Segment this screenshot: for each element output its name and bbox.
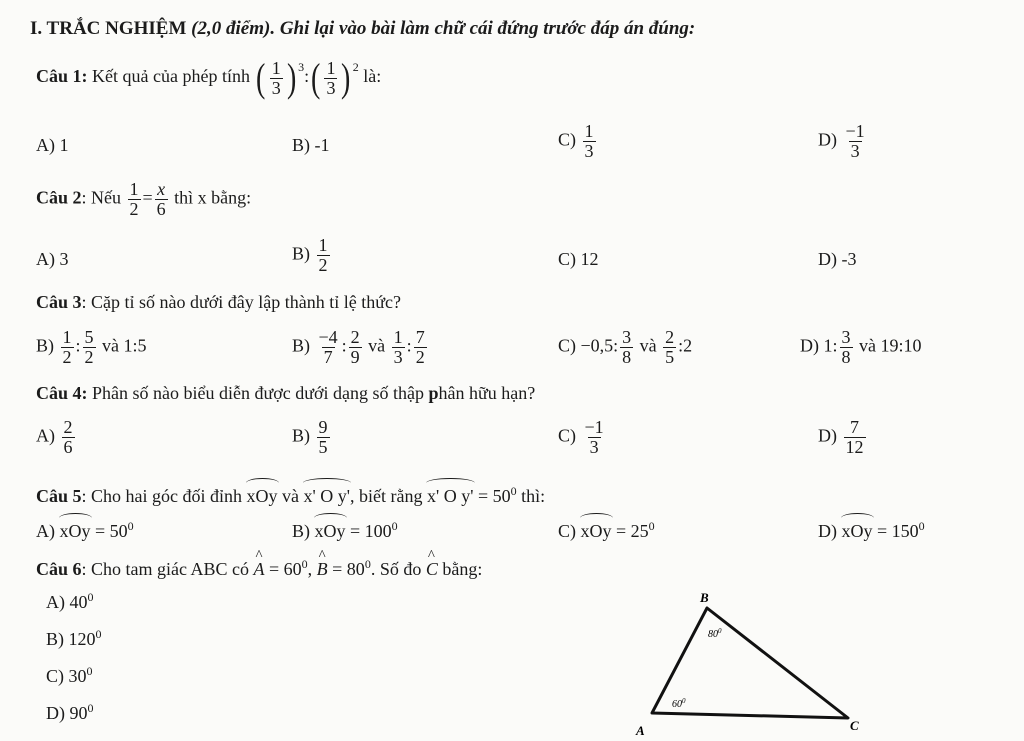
question-label: Câu 3 — [36, 292, 82, 312]
q2-option-b: B) $\frac{1}{2}$ — [292, 235, 328, 275]
q2-option-d: D) -3 — [818, 249, 857, 269]
question-3: Câu 3: Cặp tỉ số nào dưới đây lập thành tỉ lệ thức? — [36, 292, 401, 312]
question-label: Câu 6 — [36, 559, 82, 579]
q1-option-c: C) $\frac{1}{3}$ — [558, 121, 594, 161]
q4-option-d: D) $\frac{7}{12}$ — [818, 417, 864, 457]
question-label: Câu 2 — [36, 187, 82, 208]
q5-option-d: D) xOy = $150^0$ — [818, 519, 925, 541]
q1-option-b: B) -1 — [292, 135, 330, 155]
q5-option-b: B) xOy = $100^0$ — [292, 519, 398, 541]
q3-option-c: C) −0,5: $\frac{3}{8}$ và $\frac{2}{5}$ :2 — [558, 327, 693, 367]
q2-option-a: A) 3 — [36, 249, 69, 269]
power-expression-1: ( $\frac{1}{3}$ ) $^3$ — [256, 55, 305, 100]
question-text: Kết quả của phép tính — [87, 66, 255, 87]
q2-option-c: C) 12 — [558, 249, 599, 269]
q1-option-a: A) 1 — [36, 135, 69, 155]
q6-option-a: A) $40^0$ — [46, 590, 94, 612]
question-1: Câu 1: Kết quả của phép tính ( $\frac{1}{3}$ ) $^3$ : ( $\frac{1}{3}$ ) $^2$ là: — [36, 55, 382, 100]
q6-option-c: C) $30^0$ — [46, 664, 93, 686]
q3-option-a: B) $\frac{1}{2}$ : $\frac{5}{2}$ và 1:5 — [36, 327, 147, 367]
q5-option-a: A) xOy = $50^0$ — [36, 519, 134, 541]
angle-xoy-prime: x' O y' — [427, 482, 474, 507]
q6-option-b: B) $120^0$ — [46, 627, 102, 649]
section-instruction: (2,0 điểm). Ghi lại vào bài làm chữ cái đứng trước đáp án đúng: — [191, 18, 696, 39]
q3-option-d: D) 1: $\frac{3}{8}$ và 19:10 — [800, 327, 922, 367]
vertex-label-a: A — [636, 723, 645, 738]
q4-option-a: A) $\frac{2}{6}$ — [36, 417, 73, 457]
angle-label-a: $60^0$ — [672, 697, 686, 710]
question-label: Câu 4: — [36, 383, 88, 403]
q4-option-c: C) $\frac{-1}{3}$ — [558, 417, 604, 457]
q4-option-b: B) $\frac{9}{5}$ — [292, 417, 328, 457]
angle-xoy: xOy — [247, 482, 278, 507]
section-title: I. TRẮC NGHIỆM — [30, 18, 192, 39]
question-6: Câu 6: Cho tam giác ABC có ^ $A = 60^0$, ^ $B = 80^0$. Số đo ^ C bằng: — [36, 553, 482, 580]
question-label: Câu 1: — [36, 66, 88, 87]
q6-option-d: D) $90^0$ — [46, 701, 94, 723]
power-expression-2: ( $\frac{1}{3}$ ) $^2$ — [311, 55, 359, 100]
q1-option-d: D) $\frac{-1}{3}$ — [818, 121, 865, 161]
triangle-abc-figure — [620, 585, 880, 741]
q5-option-c: C) xOy = $25^0$ — [558, 519, 655, 541]
angle-xoy-prime: x' O y' — [304, 482, 351, 507]
vertex-label-c: C — [850, 718, 859, 733]
question-4: Câu 4: Phân số nào biểu diễn được dưới dạng số thập phân hữu hạn? — [36, 383, 536, 403]
question-label: Câu 5 — [36, 486, 82, 506]
q3-option-b: B) $\frac{-4}{7}$ : $\frac{2}{9}$ và $\frac{1}{3}$ : $\frac{7}{2}$ — [292, 327, 425, 367]
question-2: Câu 2: Nếu $\frac{1}{2}$ = $\frac{x}{6}$ thì x bằng: — [36, 179, 252, 219]
angle-label-b: $80^0$ — [708, 627, 722, 640]
vertex-label-b: B — [700, 590, 709, 605]
question-suffix: là: — [363, 66, 382, 87]
section-heading — [30, 18, 695, 40]
question-5: Câu 5: Cho hai góc đối đỉnh xOy và x' O y', biết rằng x' O $y' = 50^0$ thì: — [36, 484, 546, 506]
